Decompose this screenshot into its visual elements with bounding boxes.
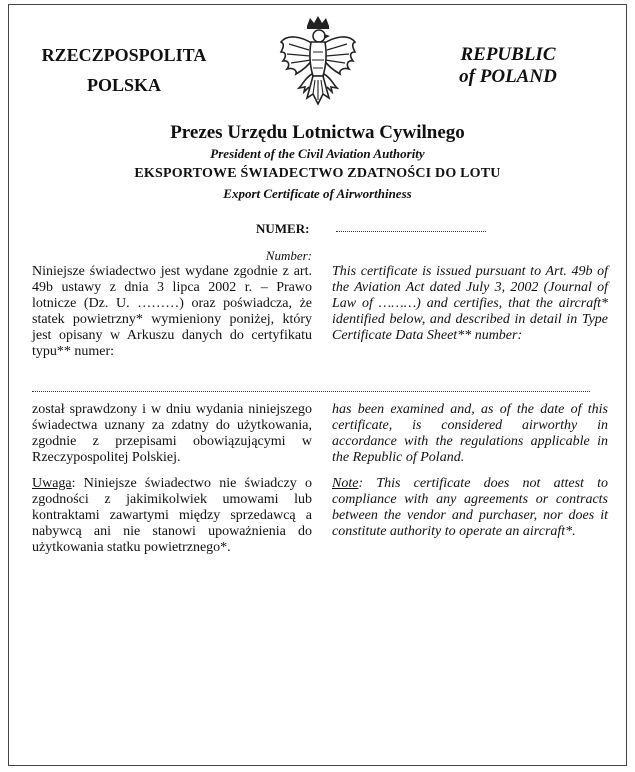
paragraph1-en: This certificate is issued pursuant to Art. 49b of the Aviation Act dated July 3, 2002 (Journal of Law of ………) and certifies, that the aircraft* identified below, and described in detail in Type Certificate Data Sheet** number:	[332, 264, 608, 343]
authority-title-pl: Prezes Urzędu Lotnictwa Cywilnego	[170, 122, 465, 143]
type-certificate-number-field[interactable]	[32, 391, 590, 392]
paragraph2-pl: został sprawdzony i w dniu wydania niniejszego świadectwa uznany za zdatny do użytkowania, zgodnie z przepisami obowiązującymi w Rzeczypospolitej Polskiej.	[32, 402, 312, 465]
header-left-line1: RZECZPOSPOLITA	[41, 45, 207, 65]
header-right	[428, 44, 588, 88]
header-right-line2: of POLAND	[459, 66, 557, 87]
authority-title-en: President of the Civil Aviation Authority	[210, 146, 425, 161]
note-text-en: : This certificate does not attest to compliance with any agreements or contracts between the vendor and purchaser, nor does it constitute authority to operate an aircraft*.	[332, 476, 608, 539]
header-right-line1: REPUBLIC	[460, 44, 556, 65]
note-text-pl: : Niniejsze świadectwo nie świadczy o zgodności z jakimikolwiek umowami lub kontraktami zawartymi między sprzedawcą a nabywcą ani nie stanowi upoważnienia do użytkowania statku powietrznego*.	[32, 476, 312, 555]
note-pl	[32, 476, 312, 556]
note-en	[332, 476, 608, 540]
number-field[interactable]	[336, 231, 486, 232]
paragraph1-pl: Niniejsze świadectwo jest wydane zgodnie z art. 49b ustawy z dnia 3 lipca 2002 r. – Prawo lotnicze (Dz. U. ………) oraz poświadcza, że statek powietrzny* wymieniony poniżej, który jest opisany w Arkuszu danych do certyfikatu typu** numer:	[32, 264, 312, 359]
white-eagle-emblem-icon	[277, 14, 359, 110]
paragraph2-en: has been examined and, as of the date of this certificate, is considered airworthy in accordance with the regulations applicable in the Republic of Poland.	[332, 402, 608, 465]
number-label-pl: NUMER:	[256, 221, 310, 236]
certificate-frame	[8, 4, 627, 766]
header-left	[18, 40, 230, 100]
note-label-pl: Uwaga	[32, 476, 72, 491]
certificate-title-pl: EKSPORTOWE ŚWIADECTWO ZDATNOŚCI DO LOTU	[134, 166, 501, 181]
header-left-line2: POLSKA	[86, 75, 161, 95]
certificate-title-en: Export Certificate of Airworthiness	[223, 186, 412, 201]
number-label-en: Number:	[265, 248, 312, 263]
note-label-en: Note	[332, 476, 359, 491]
